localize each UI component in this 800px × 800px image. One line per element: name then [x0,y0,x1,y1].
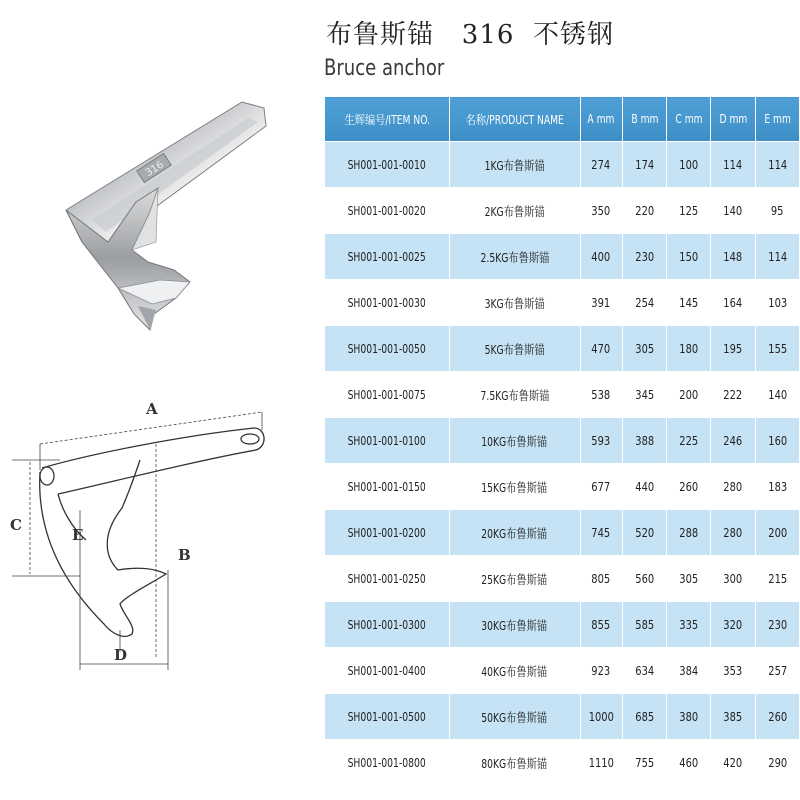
cell-a: 855 [580,602,622,648]
cell-item: SH001-001-0800 [325,740,450,786]
cell-c: 335 [667,602,711,648]
table-row [325,740,800,786]
cell-b: 585 [622,602,666,648]
cell-c: 384 [667,648,711,694]
cell-b: 388 [622,418,666,464]
cell-name: 7.5KG布鲁斯锚 [449,372,580,418]
cell-a: 677 [580,464,622,510]
cell-name: 3KG布鲁斯锚 [449,280,580,326]
cell-item: SH001-001-0025 [325,234,450,280]
anchor-diagram [0,390,300,690]
header-b: B mm [622,97,666,142]
cell-name: 20KG布鲁斯锚 [449,510,580,556]
cell-e: 230 [755,602,799,648]
cell-a: 470 [580,326,622,372]
cell-name: 10KG布鲁斯锚 [449,418,580,464]
title-english: Bruce anchor [324,56,445,81]
cell-d: 195 [711,326,755,372]
cell-e: 215 [755,556,799,602]
cell-b: 440 [622,464,666,510]
cell-b: 755 [622,740,666,786]
cell-b: 305 [622,326,666,372]
cell-a: 350 [580,188,622,234]
cell-d: 300 [711,556,755,602]
cell-e: 114 [755,234,799,280]
cell-item: SH001-001-0150 [325,464,450,510]
table-row [325,510,800,556]
table-row [325,188,800,234]
cell-b: 520 [622,510,666,556]
cell-d: 280 [711,464,755,510]
cell-d: 222 [711,372,755,418]
anchor-photo [52,92,280,342]
cell-e: 103 [755,280,799,326]
title-chinese: 布鲁斯锚 316 不锈钢 [326,20,614,50]
cell-e: 155 [755,326,799,372]
table-row [325,648,800,694]
cell-d: 114 [711,142,755,188]
cell-name: 30KG布鲁斯锚 [449,602,580,648]
cell-d: 420 [711,740,755,786]
cell-b: 254 [622,280,666,326]
cell-d: 164 [711,280,755,326]
cell-d: 385 [711,694,755,740]
cell-b: 230 [622,234,666,280]
label-b: B [178,546,191,564]
header-d: D mm [711,97,755,142]
cell-d: 280 [711,510,755,556]
cell-a: 274 [580,142,622,188]
cell-c: 200 [667,372,711,418]
cell-item: SH001-001-0200 [325,510,450,556]
cell-item: SH001-001-0050 [325,326,450,372]
cell-c: 305 [667,556,711,602]
table-row [325,418,800,464]
cell-c: 150 [667,234,711,280]
cell-d: 148 [711,234,755,280]
label-d: D [114,646,128,664]
cell-c: 380 [667,694,711,740]
cell-e: 200 [755,510,799,556]
cell-c: 180 [667,326,711,372]
cell-b: 345 [622,372,666,418]
cell-item: SH001-001-0400 [325,648,450,694]
cell-a: 593 [580,418,622,464]
cell-a: 805 [580,556,622,602]
cell-d: 353 [711,648,755,694]
cell-d: 140 [711,188,755,234]
cell-a: 1110 [580,740,622,786]
cell-b: 560 [622,556,666,602]
cell-name: 15KG布鲁斯锚 [449,464,580,510]
cell-name: 80KG布鲁斯锚 [449,740,580,786]
cell-item: SH001-001-0500 [325,694,450,740]
table-row [325,234,800,280]
table-row [325,142,800,188]
cell-a: 923 [580,648,622,694]
cell-name: 50KG布鲁斯锚 [449,694,580,740]
cell-c: 260 [667,464,711,510]
cell-c: 125 [667,188,711,234]
cell-e: 183 [755,464,799,510]
cell-b: 685 [622,694,666,740]
cell-item: SH001-001-0010 [325,142,450,188]
cell-name: 1KG布鲁斯锚 [449,142,580,188]
cell-e: 290 [755,740,799,786]
cell-item: SH001-001-0075 [325,372,450,418]
cell-e: 257 [755,648,799,694]
header-c: C mm [667,97,711,142]
header-product-name: 名称/PRODUCT NAME [449,97,580,142]
cell-c: 288 [667,510,711,556]
cell-name: 5KG布鲁斯锚 [449,326,580,372]
header-item-no: 生辉编号/ITEM NO. [325,97,450,142]
table-row [325,326,800,372]
cell-e: 140 [755,372,799,418]
cell-b: 634 [622,648,666,694]
table-row [325,602,800,648]
cell-item: SH001-001-0020 [325,188,450,234]
cell-item: SH001-001-0250 [325,556,450,602]
cell-c: 145 [667,280,711,326]
cell-c: 460 [667,740,711,786]
cell-e: 95 [755,188,799,234]
table-row [325,464,800,510]
spec-table [324,96,800,786]
cell-a: 1000 [580,694,622,740]
cell-name: 25KG布鲁斯锚 [449,556,580,602]
cell-item: SH001-001-0300 [325,602,450,648]
label-a: A [146,400,158,418]
label-c: C [10,516,22,534]
cell-item: SH001-001-0100 [325,418,450,464]
table-row [325,694,800,740]
cell-a: 745 [580,510,622,556]
cell-e: 160 [755,418,799,464]
cell-name: 40KG布鲁斯锚 [449,648,580,694]
cell-b: 174 [622,142,666,188]
table-row [325,372,800,418]
cell-e: 260 [755,694,799,740]
cell-item: SH001-001-0030 [325,280,450,326]
cell-a: 391 [580,280,622,326]
cell-d: 246 [711,418,755,464]
cell-a: 400 [580,234,622,280]
cell-c: 100 [667,142,711,188]
cell-a: 538 [580,372,622,418]
cell-c: 225 [667,418,711,464]
header-e: E mm [755,97,799,142]
cell-e: 114 [755,142,799,188]
cell-name: 2KG布鲁斯锚 [449,188,580,234]
photo-stamp: 316 [143,159,166,180]
cell-d: 320 [711,602,755,648]
cell-name: 2.5KG布鲁斯锚 [449,234,580,280]
cell-b: 220 [622,188,666,234]
header-a: A mm [580,97,622,142]
table-row [325,280,800,326]
label-e: E [72,526,84,544]
table-header-row [325,97,800,142]
table-row [325,556,800,602]
